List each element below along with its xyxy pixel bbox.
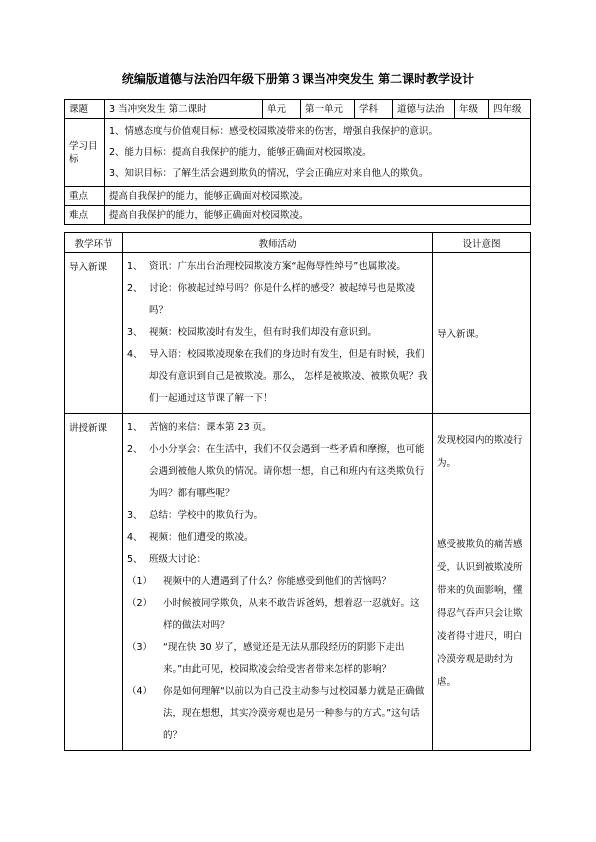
- teach-design-cell: [433, 414, 531, 751]
- stage-intro: 导入新课: [65, 253, 123, 414]
- grade-value: 四年级: [489, 100, 531, 119]
- goals-cell: [105, 119, 531, 187]
- goal-item: 3、知识目标：了解生活会遇到欺负的情况，学会正确应对来自他人的欺负。: [109, 168, 429, 179]
- teach-design-text-1: 发现校园内的欺凌行为。: [437, 435, 523, 469]
- sub-list-item: （4） 你是如何理解“以前以为自己没主动参与过校园暴力就是正确做法，现在想想，其实冷漠旁观也是另一种参与的方式。”这句话的？: [127, 686, 425, 741]
- teach-design-text-2: 感受被欺负的痛苦感受，认识到被欺凌所带来的负面影响，懂得忍气吞声只会让欺凌者得寸进尺，明白冷漠旁观是助纣为虐。: [437, 539, 523, 688]
- header-teacher-activity: 教师活动: [123, 233, 433, 253]
- subject-value: 道德与法治: [393, 100, 455, 119]
- list-item: 3、 总结：学校中的欺负行为。: [127, 510, 264, 521]
- subject-label: 学科: [355, 100, 393, 119]
- header-stage: 教学环节: [65, 233, 123, 253]
- topic-label: 课题: [65, 100, 105, 119]
- difficult-point-value: 提高自我保护的能力，能够正确面对校园欺凌。: [105, 206, 531, 225]
- list-item: 3、 视频：校园欺凌时有发生，但有时我们却没有意识到。: [127, 327, 378, 338]
- intro-design-cell: [433, 253, 531, 414]
- difficult-point-label: 难点: [65, 206, 105, 225]
- sub-list-item: （2） 小时候被同学欺负，从来不敢告诉爸妈，想着忍一忍就好。这样的做法对吗？: [127, 598, 420, 631]
- goals-label: [65, 119, 105, 187]
- list-item: 2、 讨论：你被起过绰号吗？你是什么样的感受？被起绰号也是欺凌吗？: [127, 283, 416, 316]
- intro-design-text: 导入新课。: [437, 329, 485, 340]
- intro-activities: [123, 253, 433, 414]
- teaching-process-table: [64, 232, 531, 751]
- unit-value: 第一单元: [301, 100, 355, 119]
- list-item: 1、 苦恼的来信：课本第 23 页。: [127, 422, 272, 433]
- teach-activities: [123, 414, 433, 751]
- key-point-value: 提高自我保护的能力，能够正确面对校园欺凌。: [105, 187, 531, 206]
- key-point-label: 重点: [65, 187, 105, 206]
- topic-value: 3 当冲突发生 第二课时: [105, 100, 263, 119]
- list-item: 5、 班级大讨论：: [127, 554, 207, 565]
- sub-list-item: （3） “现在快 30 岁了，感觉还是无法从那段经历的阴影下走出来。”由此可见，校园欺凌会给受害者带来怎样的影响？: [127, 642, 405, 675]
- stage-teach: 讲授新课: [65, 414, 123, 751]
- goal-item: 2、能力目标：提高自我保护的能力，能够正确面对校园欺凌。: [109, 147, 372, 158]
- grade-label: 年级: [455, 100, 489, 119]
- header-design-intent: 设计意图: [433, 233, 531, 253]
- list-item: 4、 视频：他们遭受的欺凌。: [127, 532, 254, 543]
- list-item: 2、 小小分享会：在生活中，我们不仅会遇到一些矛盾和摩擦，也可能会遇到被他人欺负的情况。请你想一想，自己和班内有这类欺负行为吗？都有哪些呢？: [127, 444, 425, 499]
- sub-list-item: （1） 视频中的人遭遇到了什么？你能感受到他们的苦恼吗？: [127, 576, 392, 587]
- page-title: 统编版道德与法治四年级下册第３课当冲突发生 第二课时教学设计: [121, 72, 475, 86]
- list-item: 1、 资讯：广东出台治理校园欺凌方案“起侮辱性绰号”也属欺凌。: [127, 261, 406, 272]
- list-item: 4、 导入语：校园欺凌现象在我们的身边时有发生，但是有时候，我们却没有意识到自己是被欺凌。那么， 怎样是被欺凌、被欺负呢？我们一起通过这节课了解一下！: [127, 349, 428, 404]
- lesson-info-table: [64, 99, 531, 225]
- goal-item: 1、情感态度与价值观目标：感受校园欺凌带来的伤害，增强自我保护的意识。: [109, 126, 439, 137]
- unit-label: 单元: [263, 100, 301, 119]
- goals-label-text: 学习目标: [69, 140, 98, 165]
